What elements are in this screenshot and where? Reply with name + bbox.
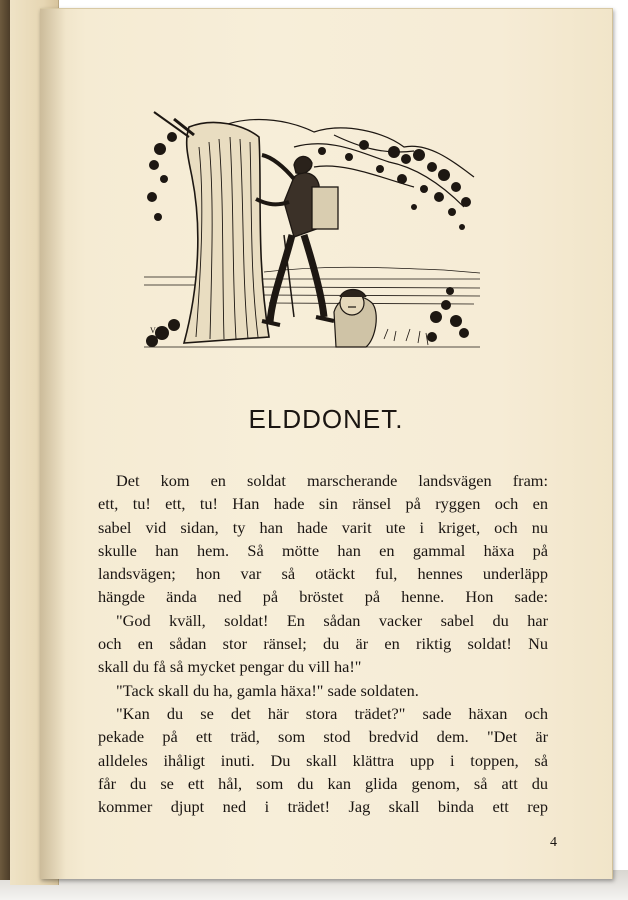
text-line: "God kväll, soldat! En sådan vacker sabel du har bbox=[116, 610, 548, 630]
text-line: skulle han hem. Så mötte han en gammal häxa på bbox=[98, 540, 548, 560]
text-line: landsvägen; hon var så otäckt ful, hennes underläpp bbox=[98, 564, 548, 584]
text-line: ett, tu! ett, tu! Han hade sin ränsel på ryggen och en bbox=[98, 494, 548, 514]
text-line: alldeles ihåligt inuti. Du skall klättra upp i toppen, så bbox=[98, 750, 548, 770]
text-line: sabel vid sidan, ty han hade varit ute i kriget, och nu bbox=[98, 517, 548, 537]
tree-trunk bbox=[154, 112, 269, 343]
page-number: 4 bbox=[550, 835, 557, 850]
text-line: "Tack skall du ha, gamla häxa!" sade soldaten. bbox=[116, 680, 419, 700]
witch-figure bbox=[334, 290, 376, 348]
book-page bbox=[40, 8, 613, 879]
illustration-signature: V.P. bbox=[150, 326, 163, 335]
body-text bbox=[98, 469, 548, 818]
text-line: och en sådan stor ränsel; du är en riktig soldat! Nu bbox=[98, 634, 548, 654]
climbing-soldier bbox=[256, 155, 338, 325]
text-line: pekade på ett träd, som stod bredvid dem. "Det är bbox=[98, 727, 548, 747]
text-line: skall du få så mycket pengar du vill ha!" bbox=[98, 657, 362, 677]
text-line: hängde ända ned på bröstet på henne. Hon sade: bbox=[98, 587, 548, 607]
text-line: Det kom en soldat marscherande landsvägen fram: bbox=[116, 471, 548, 490]
gutter-shadow bbox=[40, 9, 66, 879]
woodcut-illustration bbox=[144, 107, 480, 351]
text-line: "Kan du se det här stora trädet?" sade häxan och bbox=[116, 703, 548, 723]
text-line: kommer djupt ned i trädet! Jag skall binda ett rep bbox=[98, 797, 548, 817]
chapter-heading: ELDDONET. bbox=[248, 404, 404, 434]
text-line: får du se ett hål, som du kan glida genom, så att du bbox=[98, 773, 548, 793]
